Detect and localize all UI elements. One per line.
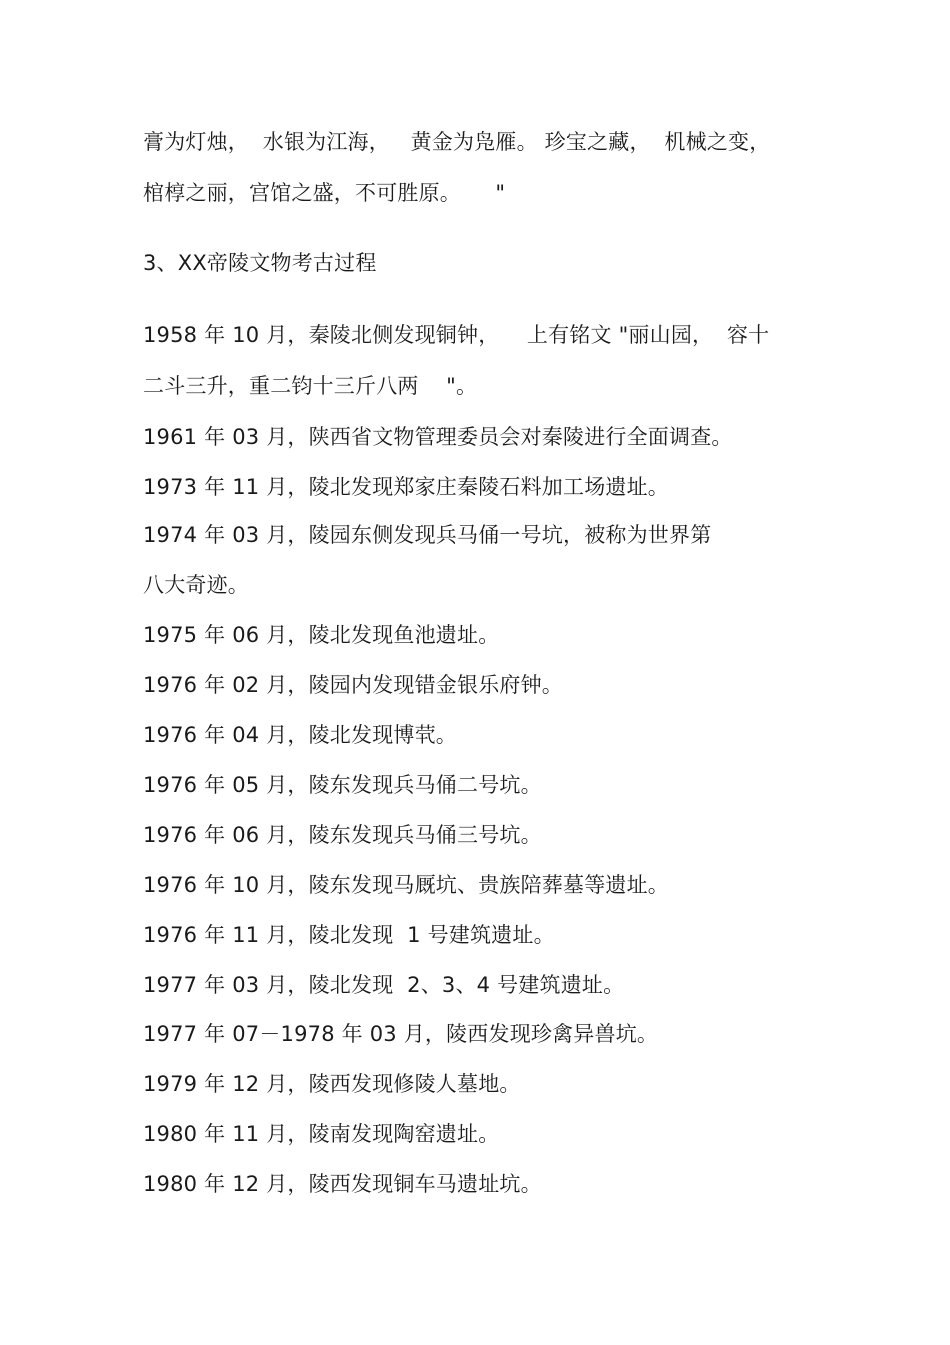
entry-line: 1974 年 03 月，陵园东侧发现兵马俑一号坑，被称为世界第	[143, 523, 712, 547]
entry-line: 1977 年 03 月，陵北发现 2、3、4 号建筑遗址。	[143, 973, 625, 997]
entry-line: 1976 年 02 月，陵园内发现错金银乐府钟。	[143, 673, 563, 697]
intro-line-1: 膏为灯烛， 水银为江海， 黄金为凫雁。 珍宝之藏， 机械之变，	[143, 130, 771, 154]
entry-line: 1976 年 04 月，陵北发现博茕。	[143, 723, 457, 747]
entry-line: 1961 年 03 月，陕西省文物管理委员会对秦陵进行全面调查。	[143, 425, 733, 449]
entry-line: 1976 年 10 月，陵东发现马厩坑、贵族陪葬墓等遗址。	[143, 873, 669, 897]
entry-line: 1979 年 12 月，陵西发现修陵人墓地。	[143, 1072, 521, 1096]
entry-line: 1975 年 06 月，陵北发现鱼池遗址。	[143, 623, 500, 647]
entry-line: 1976 年 06 月，陵东发现兵马俑三号坑。	[143, 823, 542, 847]
entry-line: 1980 年 11 月，陵南发现陶窑遗址。	[143, 1122, 500, 1146]
entry-line-continued: 八大奇迹。	[143, 573, 249, 597]
entry-line: 1973 年 11 月，陵北发现郑家庄秦陵石料加工场遗址。	[143, 475, 669, 499]
entry-line: 1980 年 12 月，陵西发现铜车马遗址坑。	[143, 1172, 542, 1196]
entry-line: 1958 年 10 月，秦陵北侧发现铜钟， 上有铭文 "丽山园， 容十	[143, 323, 770, 347]
entry-line: 1976 年 11 月，陵北发现 1 号建筑遗址。	[143, 923, 555, 947]
entry-line-continued: 二斗三升，重二钧十三斤八两 "。	[143, 374, 478, 398]
entry-line: 1977 年 07－1978 年 03 月，陵西发现珍禽异兽坑。	[143, 1022, 659, 1046]
entry-line: 1976 年 05 月，陵东发现兵马俑二号坑。	[143, 773, 542, 797]
intro-line-2: 棺椁之丽，宫馆之盛，不可胜原。 "	[143, 181, 506, 205]
section-heading: 3、XX帝陵文物考古过程	[143, 251, 377, 275]
